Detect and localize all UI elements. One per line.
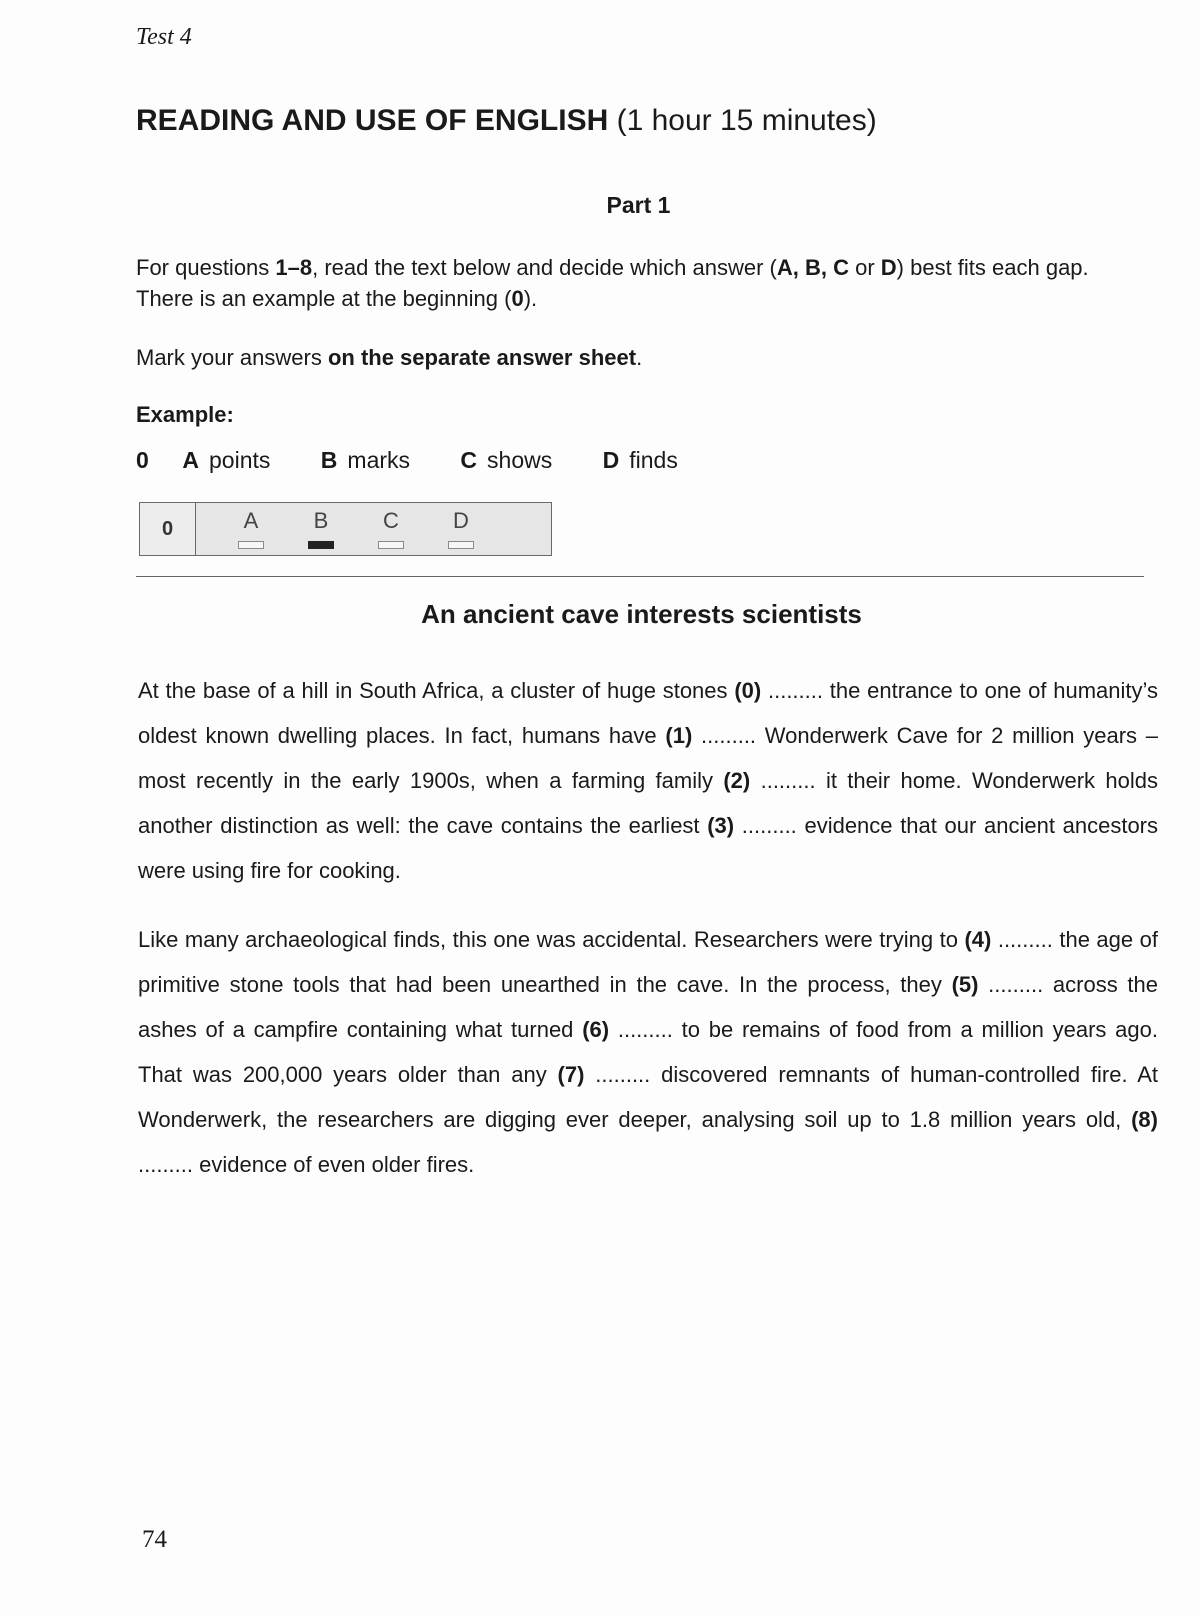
option-letter: B	[320, 447, 338, 473]
answer-mark-b	[308, 541, 334, 549]
mark-text: .	[636, 345, 643, 370]
text-title: An ancient cave interests scientists	[421, 599, 862, 629]
example-label: Example:	[136, 402, 234, 427]
paragraph-text: ......... evidence that our ancient ancestors were using fire for cooking.	[138, 813, 1159, 883]
option-word: finds	[629, 447, 678, 473]
divider	[136, 576, 1144, 577]
paragraph-text: ......... the entrance to one of humanity’s oldest known dwelling places. In fact, humans have	[138, 678, 1158, 748]
instructions-text	[136, 252, 1146, 314]
gap-7: (7)	[557, 1062, 585, 1087]
paragraph-text: ......... discovered remnants of human-controlled fire. At Wonderwerk, the researchers are digging ever deeper, analysing soil up to 1.8 million years old,	[138, 1062, 1158, 1132]
section-title-main: READING AND USE OF ENGLISH	[136, 104, 609, 137]
part-title: Part 1	[606, 192, 671, 218]
gap-3: (3)	[707, 813, 735, 838]
paragraph-text: ......... the age of primitive stone tools that had been unearthed in the cave. In the process, they	[138, 927, 1158, 997]
answer-mark-c	[378, 541, 404, 549]
page-number: 74	[142, 1526, 167, 1553]
paragraph-text: At the base of a hill in South Africa, a cluster of huge stones	[138, 678, 735, 703]
answer-letter-a: A	[243, 508, 259, 533]
answer-letter-c: C	[383, 508, 399, 533]
instr-letters: A, B, C	[776, 255, 849, 280]
gap-4: (4)	[964, 927, 992, 952]
gap-5: (5)	[951, 972, 979, 997]
option-word: marks	[347, 447, 411, 473]
paragraph-text: ......... it their home. Wonderwerk holds another distinction as well: the cave contains the earliest	[138, 768, 1158, 838]
option-letter: C	[460, 447, 478, 473]
answer-letter-d: D	[453, 508, 469, 533]
example-option-b	[321, 447, 410, 474]
running-header: Test 4	[136, 24, 192, 50]
gap-2: (2)	[723, 768, 751, 793]
paragraph-text: ......... across the ashes of a campfire containing what turned	[138, 972, 1159, 1042]
example-option-a	[182, 447, 270, 474]
section-title	[136, 104, 877, 138]
instr-example-number: 0	[511, 286, 524, 311]
instr-question-range: 1–8	[275, 255, 313, 280]
option-word: shows	[487, 447, 553, 473]
mark-instructions	[136, 342, 1146, 373]
gap-0: (0)	[734, 678, 762, 703]
example-number: 0	[136, 447, 149, 473]
gap-6: (6)	[582, 1017, 610, 1042]
paragraph-text: ......... Wonderwerk Cave for 2 million years – most recently in the early 1900s, when a farming family	[138, 723, 1159, 793]
gap-1: (1)	[665, 723, 693, 748]
example-answer-box	[139, 502, 552, 556]
answer-mark-d	[448, 541, 474, 549]
paragraph-2	[138, 917, 1158, 1187]
instr-text: For questions	[136, 255, 276, 280]
example-options	[136, 447, 722, 474]
example-option-c	[460, 447, 552, 474]
instr-text: ).	[523, 286, 538, 311]
answer-letter-b: B	[313, 508, 329, 533]
instr-text: , read the text below and decide which answer (	[312, 255, 777, 280]
instr-text: ) best fits each gap. There is an example at the beginning (	[136, 255, 1089, 311]
option-letter: A	[182, 447, 200, 473]
answer-box-number: 0	[140, 503, 196, 555]
paragraph-text: ......... to be remains of food from a million years ago. That was 200,000 years older than any	[138, 1017, 1158, 1087]
paragraph-text: Like many archaeological finds, this one was accidental. Researchers were trying to	[138, 927, 965, 952]
section-duration: (1 hour 15 minutes)	[616, 104, 877, 137]
example-option-d	[603, 447, 678, 474]
paragraph-text: ......... evidence of even older fires.	[138, 1152, 475, 1177]
paragraph-1	[138, 668, 1158, 893]
option-letter: D	[602, 447, 620, 473]
mark-text: Mark your answers	[136, 345, 328, 370]
instr-text: or	[848, 255, 881, 280]
instr-letter-d: D	[880, 255, 897, 280]
option-word: points	[209, 447, 271, 473]
answer-mark-a	[238, 541, 264, 549]
mark-text-bold: on the separate answer sheet	[327, 345, 637, 370]
gap-8: (8)	[1131, 1107, 1158, 1132]
